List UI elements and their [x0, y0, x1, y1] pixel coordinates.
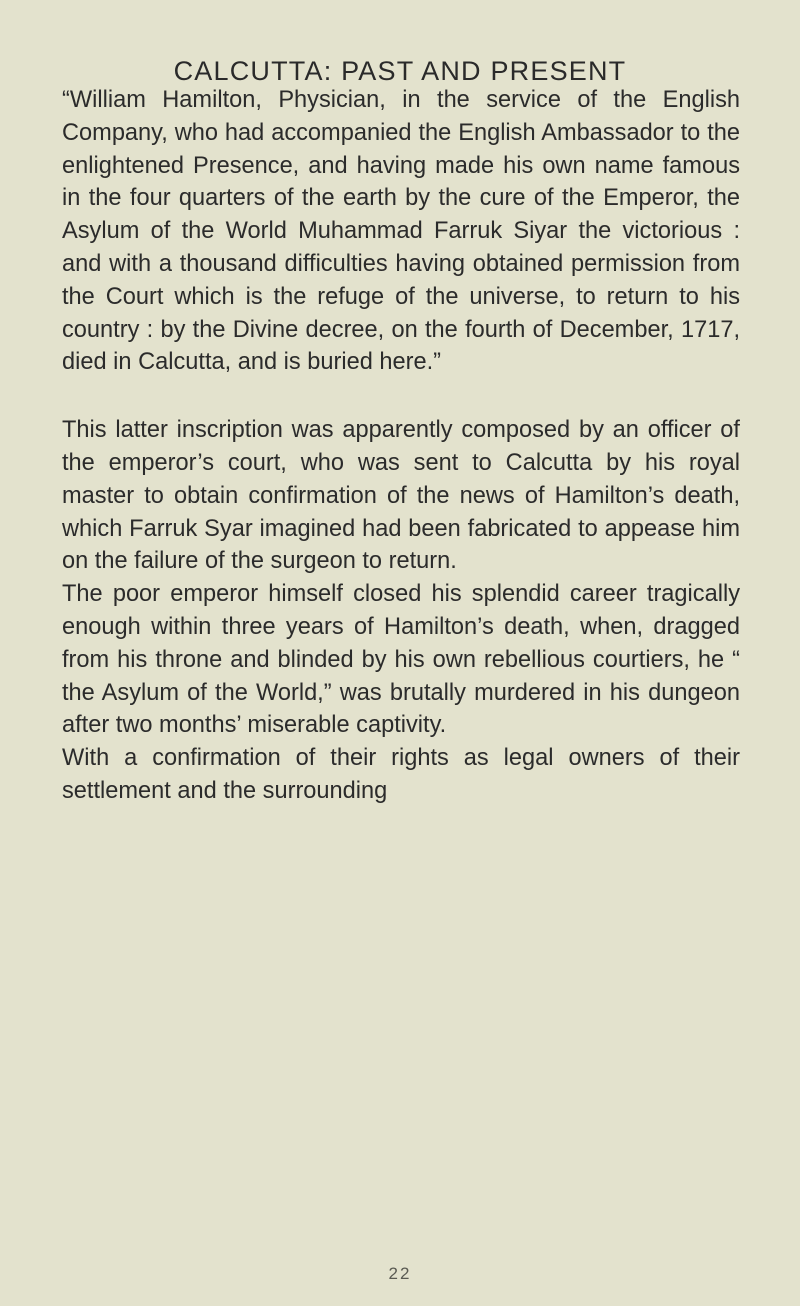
paragraph-emperor-fate: The poor emperor himself closed his splendid career tragically enough within three years of Hamilton’s death, when, dragged from his throne and blinded by his own rebellious courtiers, he “ the Asylum of the World,” was brutally murdered in his dungeon after two months’ miserable captivity.: [62, 581, 740, 739]
paragraph-gap: [62, 379, 740, 414]
paragraph-settlement-rights: With a confirmation of their rights as legal owners of their settlement and the surrounding: [62, 745, 740, 804]
paragraph-inscription-commentary: This latter inscription was apparently composed by an officer of the emperor’s court, who was sent to Calcutta by his royal master to obtain confirmation of the news of Hamilton’s death, which Farruk Syar imagined had been fabricated to appease him on the failure of the surgeon to return.: [62, 417, 740, 575]
page-number: 22: [388, 1264, 412, 1283]
paragraph-inscription-quote: “William Hamilton, Physician, in the service of the English Company, who had accompanied the English Ambassador to the enlightened Presence, and having made his own name famous in the four quarters of the earth by the cure of the Emperor, the Asylum of the World Muhammad Farruk Siyar the victorious : and with a thousand difficulties having obtained permission from the Court which is the refuge of the universe, to return to his country : by the Divine decree, on the fourth of December, 1717, died in Calcutta, and is buried here.”: [62, 87, 740, 376]
running-head: CALCUTTA: PAST AND PRESENT: [173, 56, 627, 86]
body-text: [62, 84, 740, 808]
